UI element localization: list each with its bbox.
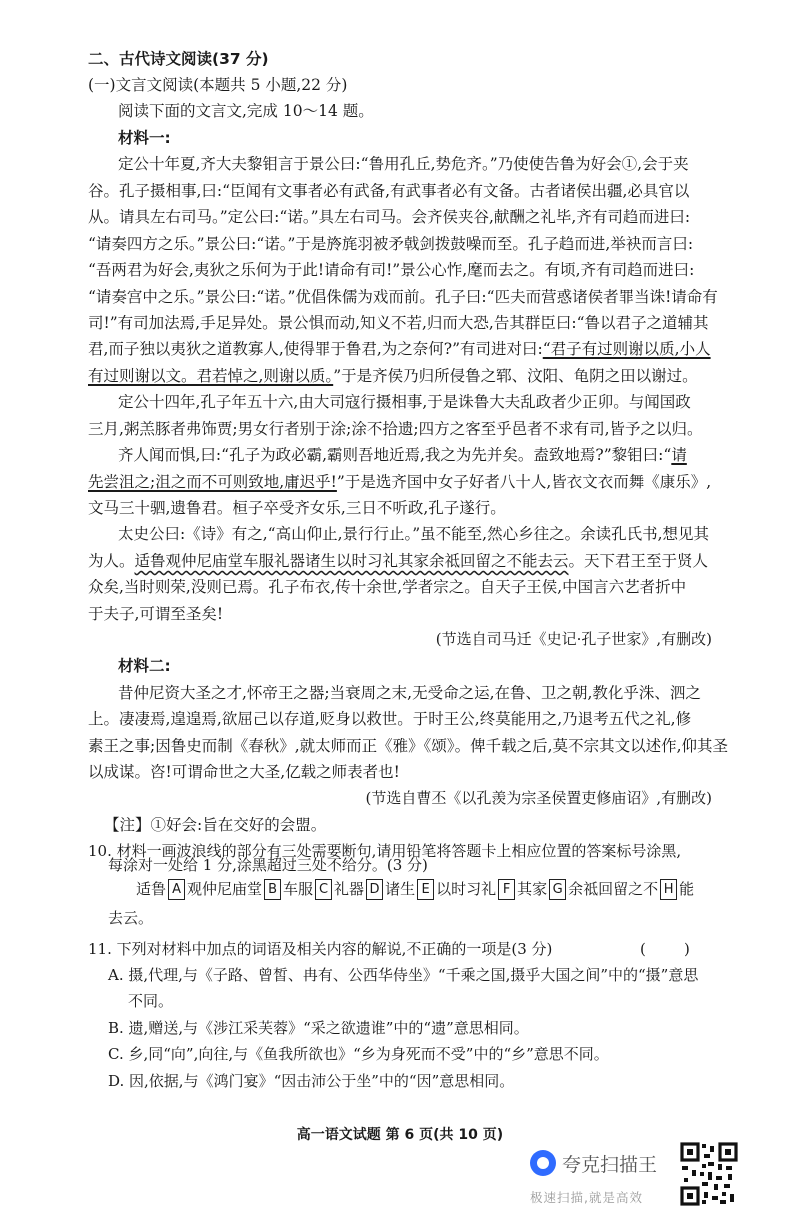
material2-source: (节选自曹丕《以孔羡为宗圣侯置吏修庙诏》,有删改) — [365, 789, 712, 807]
q11-option-d: D. 因,依据,与《鸿门宴》“因击沛公于坐”中的“因”意思相同。 — [108, 1072, 515, 1090]
q11-stem: 11. 下列对材料中加点的词语及相关内容的解说,不正确的一项是(3 分) — [88, 940, 553, 958]
material1-label: 材料一: — [118, 129, 171, 147]
m1-line: 三月,粥羔豚者弗饰贾;男女行者别于涂;涂不拾遗;四方之客至乎邑者不求有司,皆予之以归。 — [88, 420, 703, 438]
q10-tail: 去云。 — [108, 909, 154, 927]
m1-line: 从。请具左右司马。”定公曰:“诺。”具左右司马。会齐侯夹谷,献酬之礼毕,齐有司趋而进曰: — [88, 208, 691, 226]
m1-line: “请奏宫中之乐。”景公曰:“诺。”优倡侏儒为戏而前。孔子曰:“匹夫而营惑诸侯者罪当诛!请命有 — [88, 288, 718, 306]
section-title: 二、古代诗文阅读(37 分) — [88, 50, 269, 68]
footnote: 【注】①好会:旨在交好的会盟。 — [104, 816, 327, 834]
q10-box[interactable]: B — [264, 879, 281, 900]
q10-segment: 余祗回留之不 — [568, 880, 659, 898]
m1-line: 定公十四年,孔子年五十六,由大司寇行摄相事,于是诛鲁大夫乱政者少正卯。与闻国政 — [118, 393, 691, 411]
m1-text: ”于是选齐国中女子好者八十人,皆衣文衣而舞《康乐》, — [336, 473, 712, 491]
material2-label: 材料二: — [118, 657, 171, 675]
q11-option-a: A. 摄,代理,与《子路、曾皙、冉有、公西华侍坐》“千乘之国,摄乎大国之间”中的“摄”意思 — [108, 966, 699, 984]
q10-box[interactable]: D — [366, 879, 383, 900]
page-footer: 高一语文试题 第 6 页(共 10 页) — [296, 1127, 504, 1143]
m1-line — [88, 470, 711, 494]
m1-text: 齐人闻而惧,曰:“孔子为政必霸,霸则吾地近焉,我之为先并矣。盍致地焉?”黎钼曰:“ — [118, 446, 672, 464]
m1-text: 君,而子独以夷狄之道教寡人,使得罪于鲁君,为之奈何?”有司进对曰: — [88, 340, 543, 358]
instruction: 阅读下面的文言文,完成 10～14 题。 — [118, 102, 374, 120]
m1-line — [118, 443, 687, 467]
q10-segment: 诸生 — [385, 880, 416, 898]
m1-line: 文马三十驷,遗鲁君。桓子卒受齐女乐,三日不听政,孔子遂行。 — [88, 499, 506, 517]
section-subtitle: (一)文言文阅读(本题共 5 小题,22 分) — [88, 76, 348, 94]
underlined-sentence: 先尝沮之;沮之而不可则致地,庸迟乎! — [88, 473, 337, 491]
q11-option-c: C. 乡,同“向”,向往,与《鱼我所欲也》“乡为身死而不受”中的“乡”意思不同。 — [108, 1045, 609, 1063]
watermark-subtitle: 极速扫描,就是高效 — [530, 1190, 643, 1205]
m1-line — [88, 549, 708, 573]
qr-code-icon — [680, 1142, 738, 1206]
m1-text: 为人。 — [88, 552, 135, 570]
underlined-sentence: 请 — [671, 446, 687, 464]
q10-box[interactable]: G — [549, 879, 566, 900]
q10-box[interactable]: E — [417, 879, 434, 900]
q11-option-b: B. 遗,赠送,与《涉江采芙蓉》“采之欲遗谁”中的“遗”意思相同。 — [108, 1019, 529, 1037]
m2-line: 昔仲尼资大圣之才,怀帝王之器;当衰周之末,无受命之运,在鲁、卫之朝,教化乎洙、泗之 — [118, 684, 701, 702]
wavy-underlined-passage: 适鲁观仲尼庙堂车服礼器诸生以时习礼其家余祗回留之不能去云 — [134, 552, 569, 570]
m2-line: 以成谋。咨!可谓命世之大圣,亿载之师表者也! — [88, 763, 400, 781]
m1-line: 于夫子,可谓至圣矣! — [88, 605, 224, 623]
m1-text: 。天下君王至于贤人 — [568, 552, 709, 570]
q10-segment: 车服 — [283, 880, 314, 898]
m1-text: ”于是齐侯乃归所侵鲁之郓、汶阳、龟阴之田以谢过。 — [333, 367, 698, 385]
underlined-sentence: 有过则谢以文。君若悼之,则谢以质。 — [88, 367, 334, 385]
q10-segment: 适鲁 — [136, 880, 167, 898]
q10-answer-options — [136, 877, 694, 901]
q10-segment: 礼器 — [334, 880, 365, 898]
q10-segment: 其家 — [517, 880, 548, 898]
m1-line: 谷。孔子摄相事,曰:“臣闻有文事者必有武备,有武事者必有文备。古者诸侯出疆,必具官以 — [88, 182, 690, 200]
underlined-sentence: “君子有过则谢以质,小人 — [542, 340, 711, 358]
q10-segment: 观仲尼庙堂 — [187, 880, 263, 898]
m1-line: “吾两君为好会,夷狄之乐何为于此!请命有司!”景公心怍,麾而去之。有顷,齐有司趋而进曰: — [88, 261, 695, 279]
m2-line: 上。凄凄焉,遑遑焉,欲屈己以存道,贬身以救世。于时王公,终莫能用之,乃退考五代之礼,修 — [88, 710, 692, 728]
m2-line: 素王之事;因鲁史而制《春秋》,就太师而正《雅》《颂》。俾千载之后,莫不宗其文以述作,仰其圣 — [88, 737, 729, 755]
q10-segment: 能 — [679, 880, 695, 898]
m1-line: 太史公曰:《诗》有之,“高山仰止,景行行止。”虽不能至,然心乡往之。余读孔氏书,想见其 — [118, 525, 710, 543]
watermark-title: 夸克扫描王 — [562, 1154, 658, 1176]
q10-stem: 10. 材料一画波浪线的部分有三处需要断句,请用铅笔将答题卡上相应位置的答案标号涂黑, — [88, 842, 682, 860]
q10-box[interactable]: H — [660, 879, 677, 900]
q10-segment: 以时习礼 — [436, 880, 497, 898]
m1-line — [88, 364, 698, 388]
m1-line — [88, 337, 711, 361]
m1-line: 众矣,当时则荣,没则已焉。孔子布衣,传十余世,学者宗之。自天子王侯,中国言六艺者折中 — [88, 578, 687, 596]
q11-answer-paren[interactable]: ( ) — [640, 940, 690, 958]
quark-logo-icon — [530, 1150, 556, 1176]
q10-box[interactable]: C — [315, 879, 332, 900]
m1-line: “请奏四方之乐。”景公曰:“诺。”于是旍旄羽被矛戟剑拨鼓噪而至。孔子趋而进,举袂而言曰: — [88, 235, 694, 253]
material1-source: (节选自司马迁《史记·孔子世家》,有删改) — [435, 630, 712, 648]
m1-line: 定公十年夏,齐大夫黎钼言于景公曰:“鲁用孔丘,势危齐。”乃使使告鲁为好会①,会于夹 — [118, 155, 689, 173]
q10-stem-cont: 每涂对一处给 1 分,涂黑超过三处不给分。(3 分) — [108, 856, 428, 874]
q11-option-a-cont: 不同。 — [128, 992, 174, 1010]
m1-line: 司!”有司加法焉,手足异处。景公惧而动,知义不若,归而大恐,告其群臣曰:“鲁以君子之道辅其 — [88, 314, 709, 332]
q10-box[interactable]: A — [168, 879, 185, 900]
q10-box[interactable]: F — [498, 879, 515, 900]
